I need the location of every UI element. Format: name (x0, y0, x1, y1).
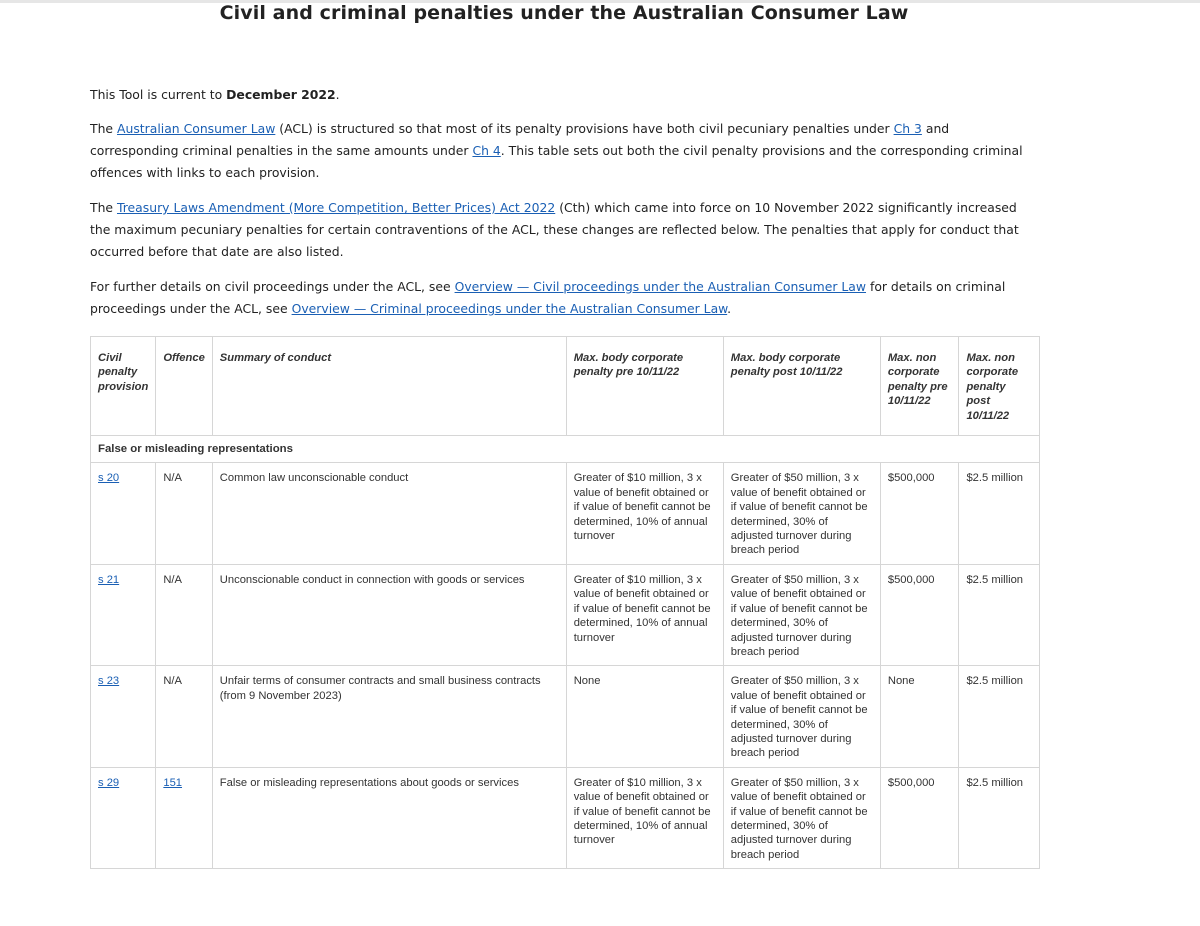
text: The (90, 121, 117, 136)
currency-prefix: This Tool is current to (90, 87, 227, 102)
nc-pre-cell: $500,000 (880, 463, 959, 564)
summary-cell: Common law unconscionable conduct (212, 463, 566, 564)
header-bc-pre: Max. body corporate penalty pre 10/11/22 (566, 337, 723, 436)
summary-cell: Unconscionable conduct in connection with goods or services (212, 564, 566, 665)
provision-cell (91, 564, 156, 665)
civil-overview-link[interactable]: Overview — Civil proceedings under the Australian Consumer Law (454, 279, 867, 294)
further-details-paragraph (90, 276, 1040, 320)
provision-link[interactable]: s 29 (98, 776, 120, 789)
provision-cell (91, 767, 156, 868)
provision-cell (91, 463, 156, 564)
bc-post-cell: Greater of $50 million, 3 x value of benefit obtained or if value of benefit cannot be determined, 30% of adjusted turnover during breach period (723, 666, 880, 767)
treasury-act-link[interactable]: Treasury Laws Amendment (More Competition, Better Prices) Act 2022 (116, 200, 556, 215)
acl-link[interactable]: Australian Consumer Law (116, 121, 276, 136)
text: (Cth) which came into force on 10 November 2022 significantly increased the maximum pecuniary penalties for certain contraventions of the ACL, these changes are reflected below. The penalties that apply for conduct that occurred before that date are also listed. (90, 200, 1019, 259)
header-summary: Summary of conduct (212, 337, 566, 436)
provision-link[interactable]: s 23 (98, 675, 120, 688)
table-row (91, 463, 1040, 564)
provision-cell (91, 666, 156, 767)
bc-post-cell: Greater of $50 million, 3 x value of benefit obtained or if value of benefit cannot be determined, 30% of adjusted turnover during breach period (723, 767, 880, 868)
header-offence: Offence (156, 337, 212, 436)
bc-post-cell: Greater of $50 million, 3 x value of benefit obtained or if value of benefit cannot be determined, 30% of adjusted turnover during breach period (723, 564, 880, 665)
text: and corresponding criminal penalties in the same amounts under (90, 121, 950, 158)
text: The (90, 200, 117, 215)
offence-cell: N/A (156, 564, 212, 665)
table-header-row (91, 337, 1040, 436)
amendment-paragraph (90, 197, 1040, 263)
page-title: Civil and criminal penalties under the Australian Consumer Law (219, 2, 909, 24)
summary-cell: False or misleading representations about goods or services (212, 767, 566, 868)
nc-pre-cell: $500,000 (880, 767, 959, 868)
table-row (91, 767, 1040, 868)
section-row (91, 436, 1040, 463)
criminal-overview-link[interactable]: Overview — Criminal proceedings under the Australian Consumer Law (291, 301, 728, 316)
offence-cell: N/A (156, 463, 212, 564)
ch4-link[interactable]: Ch 4 (472, 143, 501, 158)
currency-suffix: . (335, 87, 340, 102)
table-row (91, 666, 1040, 767)
offence-cell (156, 767, 212, 868)
section-heading: False or misleading representations (91, 436, 1040, 463)
nc-post-cell: $2.5 million (959, 666, 1040, 767)
bc-pre-cell: Greater of $10 million, 3 x value of benefit obtained or if value of benefit cannot be determined, 10% of annual turnover (566, 767, 723, 868)
header-nc-post: Max. non corporate penalty post 10/11/22 (959, 337, 1040, 436)
header-civil-penalty-provision: Civil penalty provision (91, 337, 156, 436)
intro-section (90, 84, 1040, 333)
table-row (91, 564, 1040, 665)
header-bc-post: Max. body corporate penalty post 10/11/22 (723, 337, 880, 436)
offence-link[interactable]: 151 (163, 776, 183, 789)
offence-cell: N/A (156, 666, 212, 767)
bc-pre-cell: Greater of $10 million, 3 x value of benefit obtained or if value of benefit cannot be determined, 10% of annual turnover (566, 564, 723, 665)
header-nc-pre: Max. non corporate penalty pre 10/11/22 (880, 337, 959, 436)
text: . This table sets out both the civil penalty provisions and the corresponding criminal offences with links to each provision. (90, 143, 1023, 180)
currency-note (90, 84, 1040, 106)
provision-link[interactable]: s 20 (98, 472, 120, 485)
nc-pre-cell: $500,000 (880, 564, 959, 665)
nc-post-cell: $2.5 million (959, 564, 1040, 665)
penalties-table (90, 336, 1040, 869)
nc-post-cell: $2.5 million (959, 463, 1040, 564)
provision-link[interactable]: s 21 (98, 573, 120, 586)
text: (ACL) is structured so that most of its penalty provisions have both civil pecuniary penalties under (275, 121, 894, 136)
ch3-link[interactable]: Ch 3 (893, 121, 922, 136)
text: for details on criminal proceedings under the ACL, see (90, 279, 1006, 316)
summary-cell: Unfair terms of consumer contracts and small business contracts (from 9 November 2023) (212, 666, 566, 767)
bc-pre-cell: None (566, 666, 723, 767)
acl-structure-paragraph (90, 118, 1040, 184)
text: For further details on civil proceedings under the ACL, see (90, 279, 455, 294)
bc-post-cell: Greater of $50 million, 3 x value of benefit obtained or if value of benefit cannot be determined, 30% of adjusted turnover during breach period (723, 463, 880, 564)
nc-pre-cell: None (880, 666, 959, 767)
bc-pre-cell: Greater of $10 million, 3 x value of benefit obtained or if value of benefit cannot be determined, 10% of annual turnover (566, 463, 723, 564)
text: . (727, 301, 732, 316)
nc-post-cell: $2.5 million (959, 767, 1040, 868)
currency-date: December 2022 (226, 87, 336, 102)
